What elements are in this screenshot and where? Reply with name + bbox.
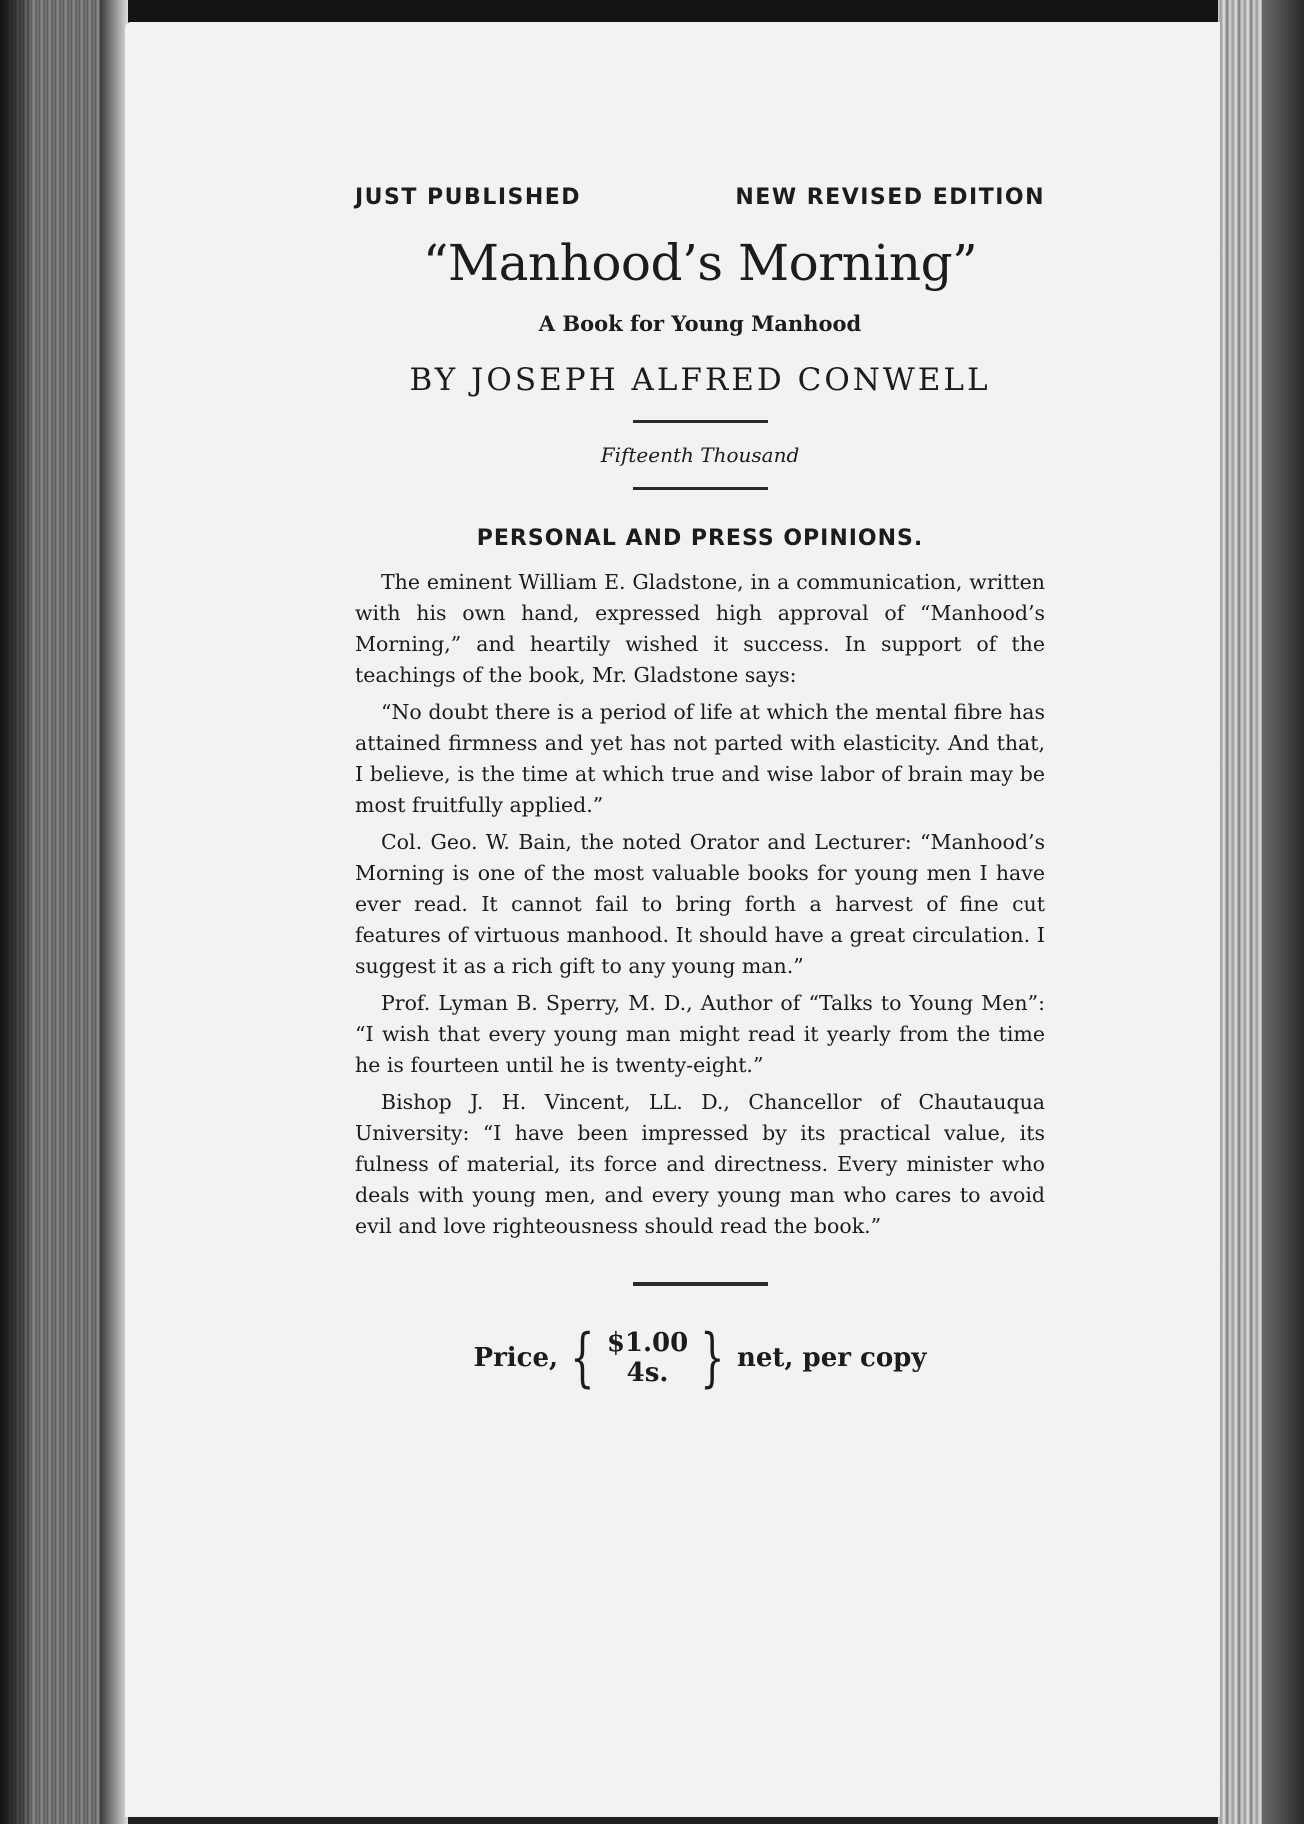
book-author: BY JOSEPH ALFRED CONWELL [409, 362, 991, 398]
price-gbp: 4s. [626, 1358, 669, 1388]
edition-note: Fifteenth Thousand [600, 443, 800, 467]
book-title: “Manhood’s Morning” [422, 234, 978, 292]
opinion-paragraph: Col. Geo. W. Bain, the noted Orator and Lecturer: “Manhood’s Morning is one of the most valuable books for young men I have ever read. It cannot fail to bring forth a harvest of fine cut features of virtuous manhood. It should have a great circulation. I suggest it as a rich gift to any young man.” [355, 830, 1045, 978]
page-gutter [100, 0, 128, 1824]
price-label: Price, [473, 1343, 559, 1373]
opinion-paragraph: The eminent William E. Gladstone, in a communication, written with his own hand, expressed high approval of “Manhood’s Morning,” and heartily wished it success. In support of the teachings of the book, Mr. Gladstone says: [355, 570, 1045, 687]
opinions-heading: PERSONAL AND PRESS OPINIONS. [476, 526, 924, 551]
opinion-paragraph: Prof. Lyman B. Sperry, M. D., Author of “Talks to Young Men”: “I wish that every young man might read it yearly from the time he is fourteen until he is twenty-eight.” [355, 991, 1045, 1077]
price-line [355, 1321, 1045, 1395]
book-subtitle: A Book for Young Manhood [538, 311, 862, 336]
right-brace-icon: } [700, 1321, 725, 1395]
price-usd: $1.00 [606, 1328, 689, 1358]
divider-rule [633, 1282, 768, 1286]
divider-rule [633, 420, 768, 423]
new-edition-label: NEW REVISED EDITION [735, 185, 1045, 210]
price-suffix: net, per copy [736, 1343, 927, 1373]
cover-edge-right [1262, 0, 1304, 1824]
opinion-paragraph: “No doubt there is a period of life at which the mental fibre has attained firmness and yet has not parted with elasticity. And that, I believe, is the time at which true and wise labor of brain may be most fruitfully applied.” [355, 700, 1045, 817]
binding-shadow [0, 0, 30, 1824]
left-brace-icon: { [570, 1321, 595, 1395]
opinion-paragraph: Bishop J. H. Vincent, LL. D., Chancellor of Chautauqua University: “I have been impressed by its practical value, its fulness of material, its force and directness. Every minister who deals with young men, and every young man who cares to avoid evil and love righteousness should read the book.” [355, 1090, 1045, 1238]
header-line [355, 185, 1045, 210]
just-published-label: JUST PUBLISHED [355, 185, 582, 210]
divider-rule [633, 487, 768, 490]
scan-top-shadow [0, 0, 1304, 22]
advertisement-content [355, 185, 1045, 1395]
price-values [607, 1328, 688, 1388]
